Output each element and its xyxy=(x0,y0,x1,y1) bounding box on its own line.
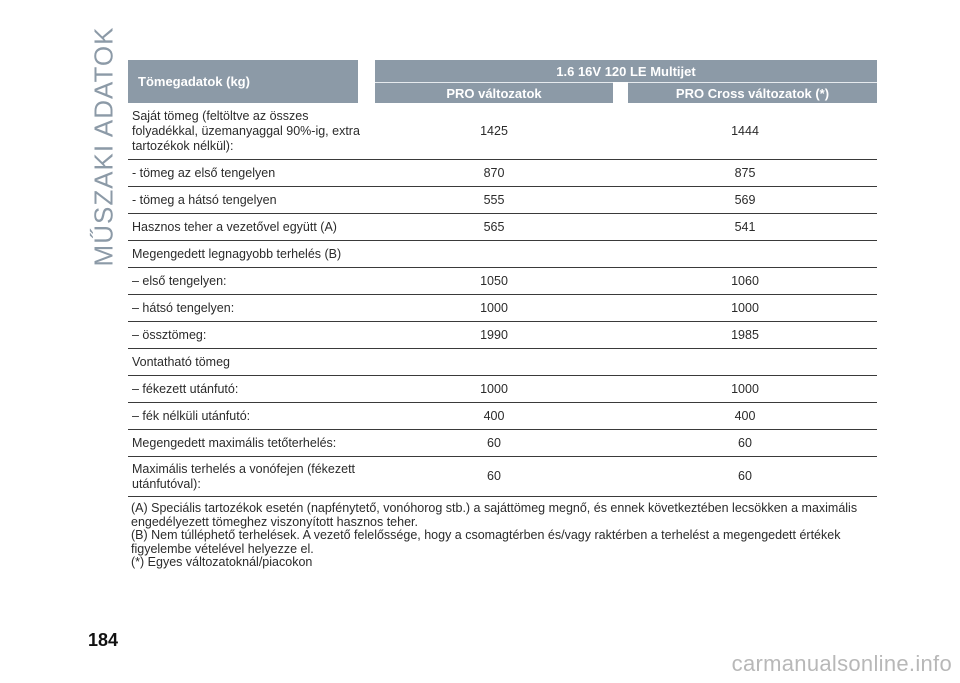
row-value-pro-cross: 400 xyxy=(734,408,756,423)
row-value-pro-cross: 1985 xyxy=(731,327,759,342)
footnotes xyxy=(131,502,891,570)
table-row xyxy=(128,214,877,241)
row-value-pro-cross: 875 xyxy=(734,165,756,180)
row-value-pro-cross: 1000 xyxy=(731,300,759,315)
row-label: – fék nélküli utánfutó: xyxy=(132,408,251,423)
footnote-asterisk: (*) Egyes változatoknál/piacokon xyxy=(131,555,313,569)
row-value-pro-cross: 1444 xyxy=(731,124,759,138)
table-row xyxy=(128,241,877,268)
footnote-a: (A) Speciális tartozékok esetén (napfénytető, vonóhorog stb.) a sajáttömeg megnő, és ennek következtében lecsökken a maximális engedélyezett tömeghez viszonyított hasznos teher. xyxy=(131,501,858,529)
row-label: Megengedett legnagyobb terhelés (B) xyxy=(132,246,342,261)
mass-data-table xyxy=(128,104,877,497)
table-row xyxy=(128,160,877,187)
watermark: carmanualsonline.info xyxy=(731,651,952,676)
table-row xyxy=(128,268,877,295)
footnote-b: (B) Nem túlléphető terhelések. A vezető felelőssége, hogy a csomagtérben és/vagy raktérben a terhelést a megengedett értékek figyelembe vételével helyezze el. xyxy=(131,528,841,556)
row-value-pro: 1000 xyxy=(480,300,508,315)
row-value-pro-cross: 541 xyxy=(734,219,756,234)
row-value-pro: 1990 xyxy=(480,327,508,342)
table-header-pro: PRO változatok xyxy=(375,82,613,103)
row-value-pro: 565 xyxy=(483,219,505,234)
table-row xyxy=(128,430,877,457)
row-label: – első tengelyen: xyxy=(132,273,227,288)
table-row xyxy=(128,376,877,403)
table-row xyxy=(128,104,877,160)
row-label: – össztömeg: xyxy=(132,327,207,342)
row-value-pro-cross: 1060 xyxy=(731,273,759,288)
row-value-pro: 1425 xyxy=(480,124,508,138)
row-value-pro: 870 xyxy=(483,165,505,180)
table-row xyxy=(128,295,877,322)
row-label: Saját tömeg (feltöltve az összes folyadékkal, üzemanyaggal 90%-ig, extra tartozékok nélkül): xyxy=(132,109,360,153)
row-label: - tömeg az első tengelyen xyxy=(132,165,276,180)
table-row xyxy=(128,457,877,497)
row-value-pro-cross: 1000 xyxy=(731,381,759,396)
row-value-pro: 1000 xyxy=(480,381,508,396)
row-label: – fékezett utánfutó: xyxy=(132,381,239,396)
table-header-pro-cross: PRO Cross változatok (*) xyxy=(628,82,877,103)
table-row xyxy=(128,187,877,214)
row-label: - tömeg a hátsó tengelyen xyxy=(132,192,277,207)
table-header-mass-data: Tömegadatok (kg) xyxy=(128,60,358,103)
row-value-pro: 60 xyxy=(487,435,501,450)
row-label: Hasznos teher a vezetővel együtt (A) xyxy=(132,219,337,234)
table-header-engine: 1.6 16V 120 LE Multijet xyxy=(375,60,877,82)
row-value-pro: 1050 xyxy=(480,273,508,288)
row-label: Maximális terhelés a vonófejen (fékezett utánfutóval): xyxy=(132,461,356,491)
section-side-title-text: MŰSZAKI ADATOK xyxy=(88,26,119,266)
table-row xyxy=(128,403,877,430)
page-number: 184 xyxy=(88,630,119,650)
row-label: Vontatható tömeg xyxy=(132,354,230,369)
row-value-pro: 400 xyxy=(483,408,505,423)
table-row xyxy=(128,349,877,376)
row-label: Megengedett maximális tetőterhelés: xyxy=(132,435,337,450)
table-row xyxy=(128,322,877,349)
row-value-pro: 555 xyxy=(483,192,505,207)
row-label: – hátsó tengelyen: xyxy=(132,300,235,315)
row-value-pro-cross: 60 xyxy=(738,435,752,450)
section-side-title xyxy=(82,26,126,266)
row-value-pro-cross: 60 xyxy=(738,469,752,483)
row-value-pro: 60 xyxy=(487,469,501,483)
row-value-pro-cross: 569 xyxy=(734,192,756,207)
